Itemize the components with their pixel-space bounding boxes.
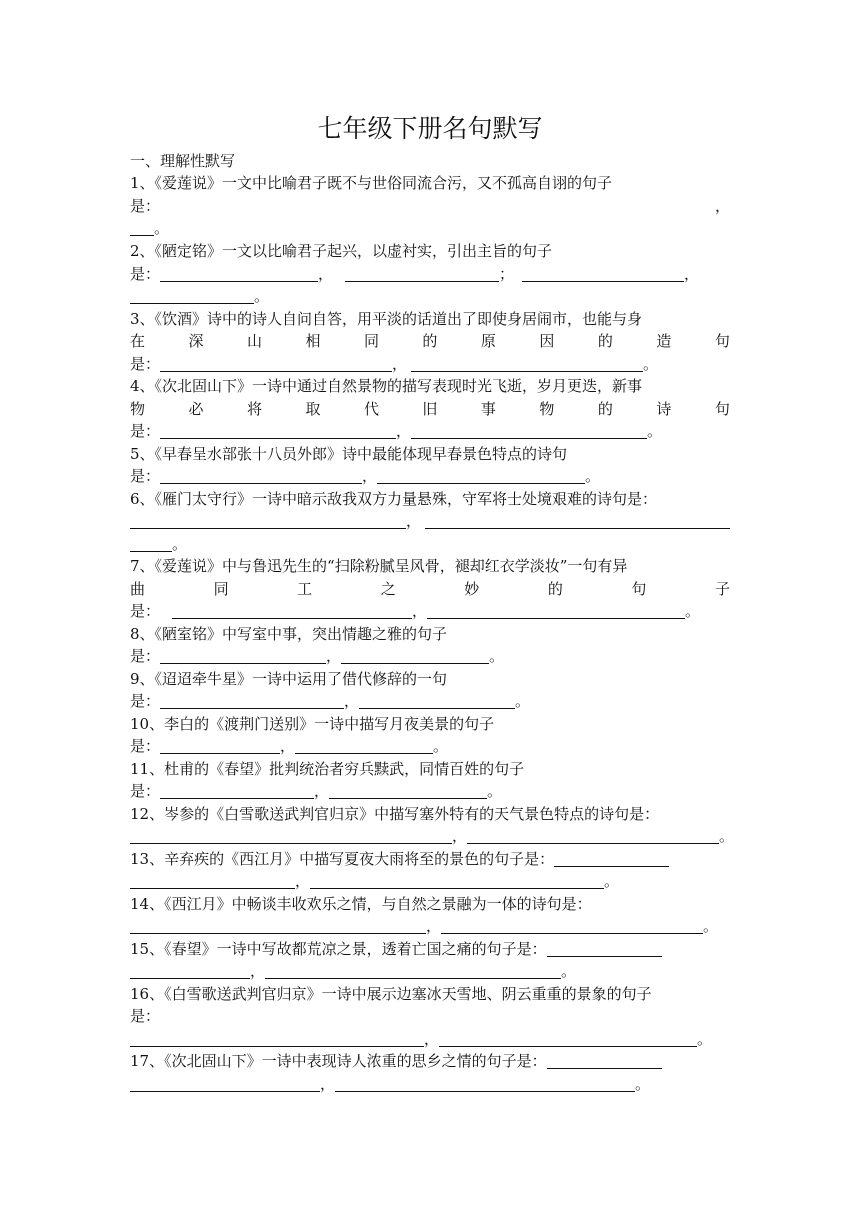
answer-blank[interactable] (345, 266, 499, 282)
question-char: 取 (305, 400, 321, 418)
question-13-answer (130, 870, 730, 893)
answer-prefix: 是： (130, 265, 161, 283)
question-text: 8、《陋室铭》中写室中事，突出情趣之雅的句子 (130, 625, 448, 643)
question-7-cont (130, 578, 730, 601)
period: 。 (154, 219, 170, 237)
question-char: 句 (714, 332, 730, 350)
question-2 (130, 240, 730, 263)
answer-prefix: 是： (130, 782, 161, 800)
period: 。 (515, 692, 531, 710)
answer-blank[interactable] (160, 738, 280, 754)
answer-blank[interactable] (425, 513, 730, 529)
answer-blank[interactable] (130, 220, 154, 236)
question-16-answer (130, 1028, 730, 1051)
answer-blank[interactable] (522, 266, 684, 282)
answer-prefix: 是： (130, 647, 161, 665)
answer-blank[interactable] (130, 1031, 424, 1047)
answer-prefix: 是： (130, 355, 161, 373)
question-4 (130, 375, 730, 398)
period: 。 (585, 467, 601, 485)
question-char: 物 (539, 400, 555, 418)
separator: ， (396, 422, 412, 440)
question-8 (130, 623, 730, 646)
question-char: 子 (714, 580, 730, 598)
answer-blank[interactable] (341, 648, 489, 664)
period: 。 (433, 737, 449, 755)
answer-blank[interactable] (359, 693, 515, 709)
question-6-answer (130, 510, 730, 533)
page-title: 七年级下册名句默写 (317, 114, 543, 143)
question-text: 15、《春望》一诗中写故都荒凉之景，透着亡国之痛的句子是： (130, 940, 547, 958)
answer-blank[interactable] (377, 468, 585, 484)
separator: ， (295, 872, 311, 890)
question-char: 物 (130, 400, 146, 418)
period: 。 (719, 827, 735, 845)
question-char: 的 (597, 400, 613, 418)
question-char: 旧 (422, 400, 438, 418)
answer-blank[interactable] (130, 536, 172, 552)
answer-prefix: 是： (130, 602, 161, 620)
period: 。 (697, 1030, 713, 1048)
question-7-answer (130, 600, 730, 623)
answer-blank[interactable] (265, 963, 561, 979)
question-12-answer (130, 825, 735, 848)
period: 。 (561, 962, 577, 980)
question-char: 相 (305, 332, 321, 350)
question-char: 曲 (130, 580, 146, 598)
question-text: 14、《西江月》中畅谈丰收欢乐之情，与自然之景融为一体的诗句是： (130, 895, 592, 913)
question-char: 深 (188, 332, 204, 350)
separator: ， (318, 265, 334, 283)
question-char: 的 (422, 332, 438, 350)
period: 。 (703, 917, 719, 935)
question-char: 造 (656, 332, 672, 350)
question-10-answer (130, 735, 730, 758)
question-text: 13、辛弃疾的《西江月》中描写夏夜大雨将至的景色的句子是： (130, 850, 555, 868)
question-5 (130, 443, 730, 466)
separator: ； (499, 265, 515, 283)
question-3-cont (130, 330, 730, 353)
question-char: 必 (188, 400, 204, 418)
answer-blank[interactable] (467, 828, 719, 844)
question-char: 因 (539, 332, 555, 350)
question-text: 2、《陋定铭》一文以比喻君子起兴，以虚衬实，引出主旨的句子 (130, 242, 553, 260)
question-6 (130, 488, 730, 511)
answer-blank[interactable] (329, 783, 487, 799)
separator: ， (326, 647, 342, 665)
separator: ， (250, 962, 266, 980)
question-3 (130, 308, 730, 331)
answer-blank[interactable] (160, 356, 392, 372)
period: 。 (647, 422, 663, 440)
question-char: 句 (631, 580, 647, 598)
question-char: 诗 (656, 400, 672, 418)
question-char: 的 (547, 580, 563, 598)
answer-blank[interactable] (160, 266, 318, 282)
question-text: 16、《白雪歌送武判官归京》一诗中展示边塞冰天雪地、阴云重重的景象的句子 (130, 985, 652, 1003)
answer-prefix: 是： (130, 692, 161, 710)
separator: ， (344, 692, 360, 710)
question-16-cont: 是： (130, 1007, 161, 1025)
answer-blank[interactable] (547, 941, 662, 957)
separator: ， (362, 467, 378, 485)
period: 。 (487, 782, 503, 800)
answer-blank[interactable] (160, 783, 314, 799)
period: 。 (685, 602, 701, 620)
question-char: 之 (380, 580, 396, 598)
answer-blank[interactable] (411, 356, 643, 372)
question-text: 17、《次北固山下》一诗中表现诗人浓重的思乡之情的句子是： (130, 1052, 547, 1070)
answer-blank[interactable] (160, 648, 326, 664)
separator: ， (412, 602, 428, 620)
question-11 (130, 758, 730, 781)
answer-blank[interactable] (441, 918, 703, 934)
question-char: 同 (213, 580, 229, 598)
question-14-answer (130, 915, 730, 938)
question-14 (130, 893, 730, 916)
question-char: 将 (246, 400, 262, 418)
question-2-answer-cont (130, 285, 730, 308)
question-1-answer (130, 195, 730, 218)
separator: ， (314, 782, 330, 800)
answer-blank[interactable] (411, 423, 647, 439)
question-12 (130, 803, 730, 826)
question-char: 事 (480, 400, 496, 418)
question-16 (130, 983, 730, 1006)
separator: ， (426, 917, 442, 935)
answer-blank[interactable] (335, 1076, 635, 1092)
question-6-answer-cont (130, 533, 730, 556)
answer-prefix: 是： (130, 737, 161, 755)
question-9 (130, 668, 730, 691)
answer-blank[interactable] (547, 1053, 662, 1069)
separator: ， (424, 1030, 440, 1048)
period: 。 (635, 1075, 651, 1093)
question-13 (130, 848, 730, 871)
question-char: 同 (363, 332, 379, 350)
question-4-answer (130, 420, 730, 443)
separator: ， (406, 512, 422, 530)
question-text: 11、杜甫的《春望》批判统治者穷兵黩武，同情百姓的句子 (130, 760, 525, 778)
question-17 (130, 1050, 730, 1073)
answer-blank[interactable] (130, 288, 254, 304)
answer-prefix: 是： (130, 422, 161, 440)
question-3-answer (130, 353, 730, 376)
period: 。 (254, 287, 270, 305)
question-char: 在 (130, 332, 146, 350)
period: 。 (172, 535, 188, 553)
question-char: 句 (714, 400, 730, 418)
separator: ， (320, 1075, 336, 1093)
answer-blank[interactable] (427, 603, 685, 619)
question-7 (130, 555, 730, 578)
question-text: 5、《早春呈水部张十八员外郎》诗中最能体现早春景色特点的诗句 (130, 445, 568, 463)
question-char: 代 (363, 400, 379, 418)
question-17-answer (130, 1073, 730, 1096)
question-5-answer (130, 465, 730, 488)
answer-blank[interactable] (554, 851, 669, 867)
question-11-answer (130, 780, 730, 803)
answer-prefix: 是： (130, 467, 161, 485)
question-text: 12、岑参的《白雪歌送武判官归京》中描写塞外特有的天气景色特点的诗句是： (130, 805, 660, 823)
answer-blank[interactable] (310, 873, 604, 889)
separator: ， (280, 737, 296, 755)
answer-blank[interactable] (130, 828, 452, 844)
answer-blank[interactable] (130, 873, 295, 889)
question-char: 工 (297, 580, 313, 598)
separator: ， (714, 197, 730, 215)
question-char: 妙 (464, 580, 480, 598)
answer-blank[interactable] (130, 1076, 320, 1092)
question-text: 4、《次北固山下》一诗中通过自然景物的描写表现时光飞逝，岁月更迭，新事 (130, 377, 643, 395)
question-char: 的 (597, 332, 613, 350)
question-text: 7、《爱莲说》中与鲁迅先生的“扫除粉腻呈风骨，褪却红衣学淡妆”一句有异 (130, 557, 628, 575)
question-char: 原 (480, 332, 496, 350)
question-2-answer (130, 263, 730, 286)
question-char: 山 (246, 332, 262, 350)
question-9-answer (130, 690, 730, 713)
question-1 (130, 172, 730, 195)
question-text: 10、李白的《渡荆门送别》一诗中描写月夜美景的句子 (130, 715, 495, 733)
separator: ， (392, 355, 408, 373)
answer-blank[interactable] (439, 1031, 697, 1047)
answer-prefix: 是： (130, 197, 161, 215)
separator: ， (684, 265, 700, 283)
answer-blank[interactable] (130, 513, 406, 529)
answer-blank[interactable] (160, 468, 362, 484)
period: 。 (489, 647, 505, 665)
answer-blank[interactable] (295, 738, 433, 754)
question-15-answer (130, 960, 730, 983)
separator: ， (452, 827, 468, 845)
period: 。 (604, 872, 620, 890)
question-15 (130, 938, 730, 961)
question-text: 1、《爱莲说》一文中比喻君子既不与世俗同流合污，又不孤高自诩的句子 (130, 174, 613, 192)
question-text: 9、《迢迢牵牛星》一诗中运用了借代修辞的一句 (130, 670, 448, 688)
question-8-answer (130, 645, 730, 668)
answer-blank[interactable] (130, 918, 426, 934)
answer-blank[interactable] (160, 693, 344, 709)
answer-blank[interactable] (130, 963, 250, 979)
question-4-cont (130, 398, 730, 421)
section-heading: 一、理解性默写 (130, 152, 236, 170)
period: 。 (643, 355, 659, 373)
question-1-answer-cont (130, 217, 730, 240)
answer-blank[interactable] (172, 603, 412, 619)
question-text: 6、《雁门太守行》一诗中暗示敌我双方力量悬殊，守军将士处境艰难的诗句是： (130, 490, 658, 508)
question-text: 3、《饮酒》诗中的诗人自问自答，用平淡的话道出了即使身居闹市，也能与身 (130, 310, 643, 328)
answer-blank[interactable] (160, 423, 396, 439)
question-10 (130, 713, 730, 736)
